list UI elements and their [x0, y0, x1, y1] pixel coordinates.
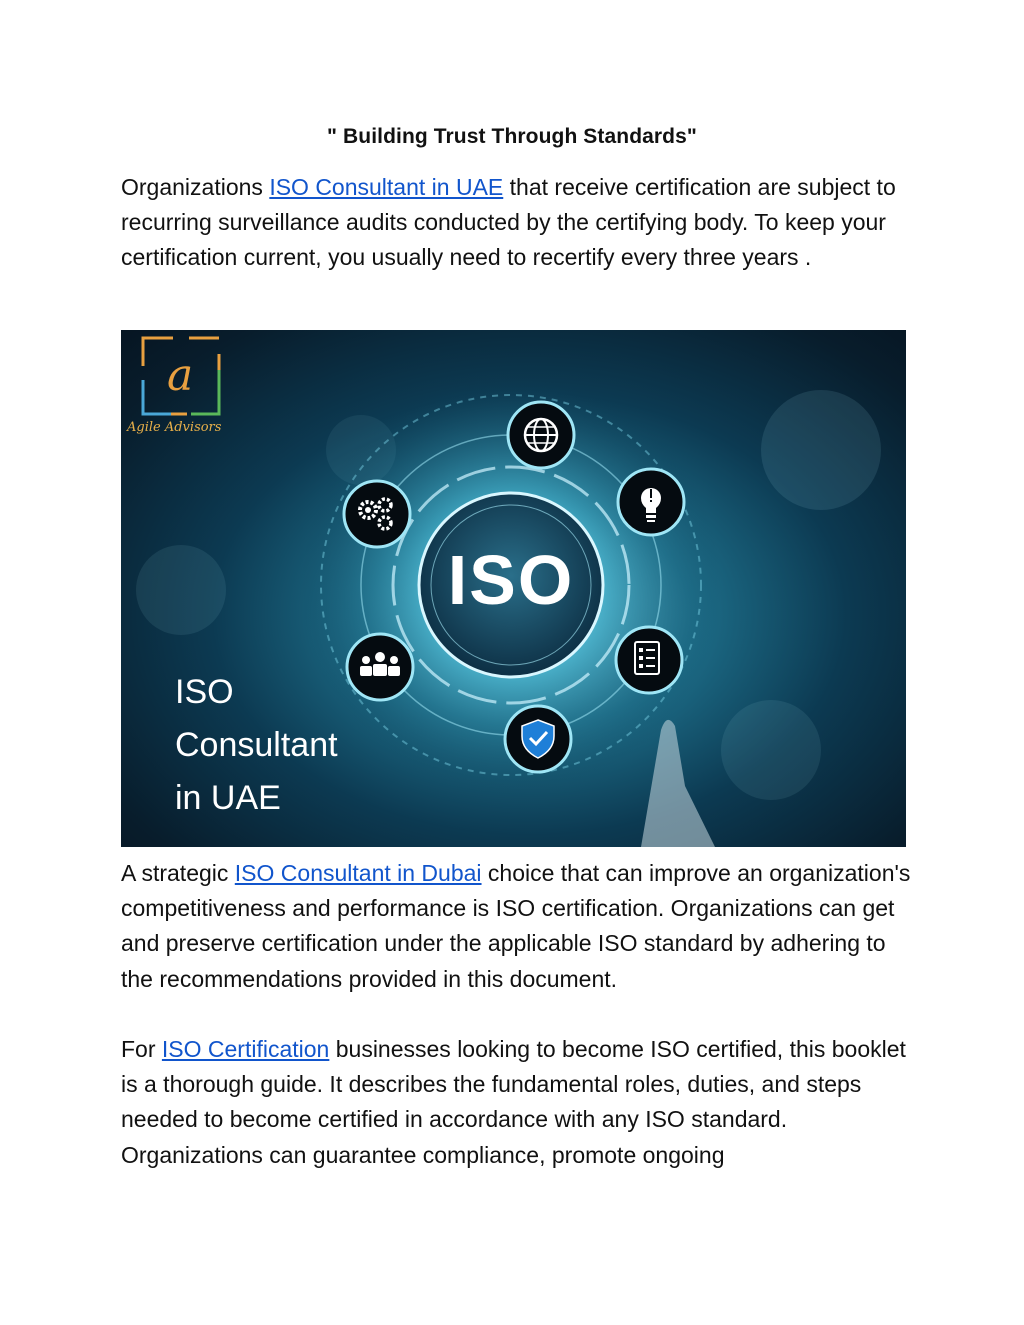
hero-image-iso-consultant	[121, 330, 906, 847]
iso-certification-link[interactable]: ISO Certification	[161, 1036, 330, 1062]
iso-consultant-dubai-link[interactable]: ISO Consultant in Dubai	[234, 860, 482, 886]
page-title: " Building Trust Through Standards"	[327, 125, 697, 148]
paragraph-certification-guide	[121, 1032, 911, 1173]
globe-icon	[508, 402, 574, 468]
lightbulb-icon	[618, 469, 684, 535]
paragraph-text: businesses looking to become ISO certified, this booklet is a thorough guide. It describes the fundamental roles, duties, and steps needed to become certified in accordance with any ISO standard. Organizations can guarantee compliance, promote ongoing	[121, 1036, 906, 1168]
paragraph-text: For	[121, 1036, 162, 1062]
paragraph-text: that receive certification are subject to recurring surveillance audits conducted by the certifying body. To keep your certification current, you usually need to recertify every three years .	[121, 174, 896, 271]
hero-caption	[175, 666, 338, 825]
hero-caption-line: in UAE	[175, 779, 281, 817]
paragraph-text: Organizations	[121, 174, 270, 200]
iso-consultant-uae-link[interactable]: ISO Consultant in UAE	[269, 174, 504, 200]
checklist-icon	[616, 627, 682, 693]
shield-check-icon	[505, 706, 571, 772]
gears-icon	[344, 481, 410, 547]
logo-letter: a	[167, 350, 194, 401]
logo-text: Agile Advisors	[127, 420, 222, 435]
paragraph-strategic-choice	[121, 856, 911, 997]
paragraph-text: A strategic	[121, 860, 235, 886]
hero-caption-line: Consultant	[175, 726, 338, 764]
team-icon	[347, 634, 413, 700]
paragraph-text: choice that can improve an organization's competitiveness and performance is ISO certification. Organizations can get and preserve certification under the applicable ISO standard by adhering to the recommendations provided in this document.	[121, 860, 911, 992]
hero-caption-line: ISO	[175, 673, 234, 711]
paragraph-surveillance-audits	[121, 170, 911, 276]
iso-center-label: ISO	[447, 541, 575, 619]
